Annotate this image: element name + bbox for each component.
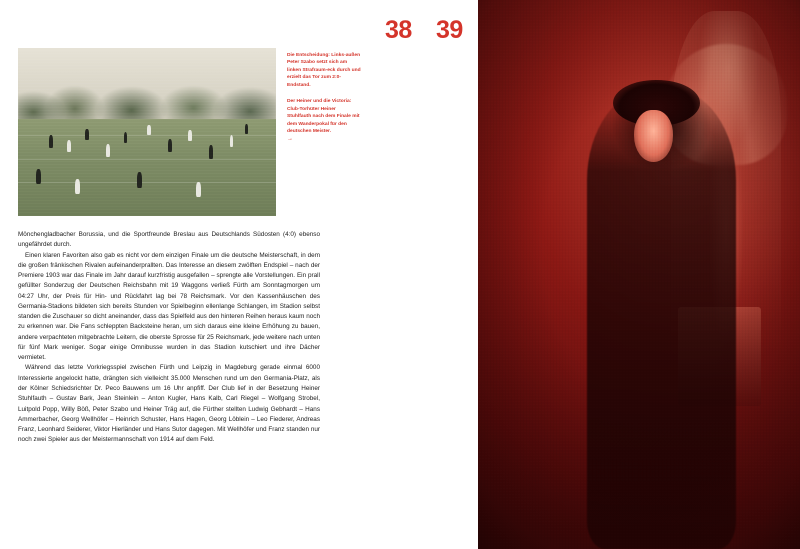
photo-grain-overlay (18, 48, 276, 216)
caption-column (287, 52, 361, 151)
body-paragraph-3: Während das letzte Vorkriegsspiel zwischen Fürth und Leipzig in Magdeburg gerade einmal 6000 Interessierte angelockt hatte, drängten sich vielleicht 35.000 Menschen rund um den Germania-Platz, als der Kölner Schiedsrichter Dr. Peco Bauwens um 16 Uhr anpfiff. Der Club lief in der Besetzung Heiner Stuhlfauth – Gustav Bark, Jean Steinlein – Anton Kugler, Hans Kalb, Carl Riegel – Wolfgang Strobel, Luitpold Popp, Willy Böß, Peter Szabo und Heiner Träg auf, die Fürther stellten Ludwig Gebhardt – Hans Ammerbacher, Georg Wellhöfer – Heinrich Schuster, Hans Hagen, Georg Löblein – Leo Fiederer, Andreas Franz, Leonhard Seiderer, Viktor Hierländer und Hans Sutor dagegen. Mit Wellhöfer und Franz standen nur noch zwei Spieler aus der Meistermannschaft von 1914 auf dem Feld. (18, 364, 320, 444)
photo-grain-overlay-right (478, 0, 800, 549)
page-number-right: 39 (436, 16, 463, 44)
body-paragraph-1: Mönchengladbacher Borussia, und die Sportfreunde Breslau aus Deutschlands Südosten (4:0) ebenso ungefährdet durch. (18, 231, 320, 249)
caption-decision (287, 52, 361, 89)
goalkeeper-with-trophy-photo (478, 0, 800, 549)
body-paragraph-2: Einen klaren Favoriten also gab es nicht vor dem einzigen Finale um die deutsche Meisterschaft, in dem die großen fränkischen Rivalen aufeinanderprallten. Das Interesse an diesem zwölften Endspiel – nach der Premiere 1903 war das Finale im Jahr darauf kurzfristig ausgefallen – sprengte alle Vorstellungen. Ein prall gefüllter Sonderzug der Deutschen Reichsbahn mit 19 Waggons verließ Fürth am Sonntagmorgen um 04:27 Uhr, der Preis für Hin- und Rückfahrt lag bei 78 Reichsmark. Vor den Kassenhäuschen des Germania-Stadions bildeten sich bereits Stunden vor Spielbeginn ellenlange Schlangen, im Stadion selbst standen die Zuschauer so dicht aneinander, dass das Spielfeld aus den hinteren Reihen heraus kaum noch zu erkennen war. Die Fans schleppten Backsteine heran, um sich daraus eine kleine Erhöhung zu bauen, andere verpachteten mitgebrachte Leitern, die oberste Sprosse für 25 Reichsmark, jede weitere nach unten für fünf Mark weniger. Sogar einige Omnibusse wurden in das Stadion kutschiert und ihre Dächer vermietet. (18, 251, 320, 362)
caption-decision-text: Die Entscheidung: Links-außen Peter Szabo setzt sich am linken Strafraum-eck durch und erzielt das Tor zum 2:0-Endstand. (287, 53, 361, 88)
page-number-left: 38 (385, 16, 412, 44)
arrow-right-icon: → (287, 135, 293, 142)
body-text-column (18, 230, 320, 446)
caption-heiner-victoria (287, 98, 361, 141)
caption-heiner-victoria-text: Der Heiner und die Victoria: Club-Torhüter Heiner Stuhlfauth nach dem Finale mit dem Wanderpokal für den deutschen Meister. (287, 99, 360, 135)
historic-football-match-photo (18, 48, 276, 216)
page-number-group (0, 16, 478, 50)
